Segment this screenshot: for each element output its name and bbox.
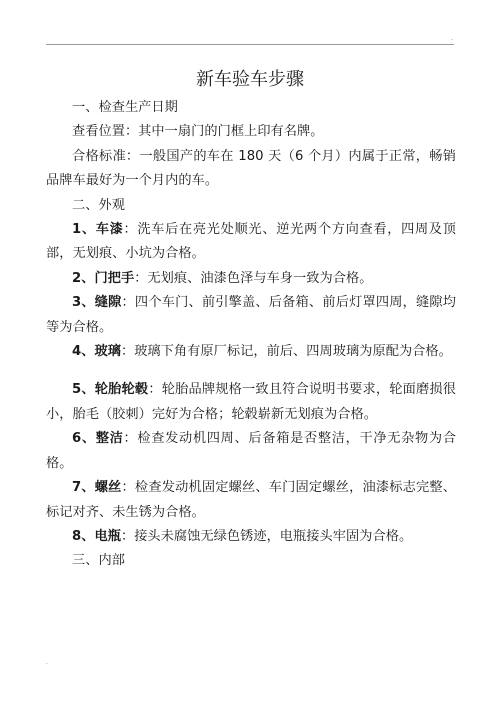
item-number: 2、 [72,270,95,286]
item-number: 3、 [72,295,95,311]
item-keyword: 车漆 [95,222,124,238]
item-description: ：轮胎品牌规格一致且符合说明书要求，轮面磨损很小，胎毛（胶刺）完好为合格；轮毂崭新无划痕为合格。 [46,382,457,422]
checklist-item [46,340,456,364]
checklist-item [46,291,456,340]
item-description: ：无划痕、油漆色泽与车身一致为合格。 [134,270,373,286]
body-paragraph: 查看位置：其中一扇门的门框上印有名牌。 [72,124,324,140]
item-description: ：检查发动机固定螺丝、车门固定螺丝，油漆标志完整、标记对齐、未生锈为合格。 [46,480,457,520]
item-number: 7、 [72,480,95,496]
bottom-corner-mark: . [46,659,48,666]
item-number: 1、 [72,222,96,238]
item-keyword: 缝隙 [94,295,122,311]
checklist-item [46,525,456,549]
item-number: 4、 [72,344,95,360]
item-keyword: 螺丝 [94,480,122,496]
checklist-item [46,476,456,525]
header-divider [46,44,454,45]
section-heading: 一、检查生产日期 [72,100,178,115]
item-description: ：检查发动机四周、后备箱是否整洁，干净无杂物为合格。 [46,431,456,471]
top-corner-mark: . [451,35,453,42]
checklist-item [46,218,456,267]
item-description: ：接头未腐蚀无绿色锈迹，电瓶接头牢固为合格。 [120,528,413,544]
item-description: ：玻璃下角有原厂标记，前后、四周玻璃为原配为合格。 [120,344,452,360]
checklist-item [46,378,456,427]
item-description: ：洗车后在亮光处顺光、逆光两个方向查看，四周及顶部，无划痕、小坑为合格。 [46,222,456,262]
item-number: 6、 [72,431,96,447]
item-keyword: 门把手 [94,270,135,286]
item-keyword: 电瓶 [94,528,121,544]
checklist-item [46,267,456,291]
item-keyword: 玻璃 [94,344,121,360]
page-title: 新车验车步骤 [196,69,304,90]
paragraph-gap [46,364,456,378]
item-number: 8、 [72,528,95,544]
checklist-item [46,427,456,476]
document-body [46,96,456,574]
section-heading: 二、外观 [72,197,125,213]
section-heading: 三、内部 [72,553,125,569]
body-paragraph: 合格标准：一般国产的车在 180 天（6 个月）内属于正常，畅销品牌车最好为一个月内的车。 [46,148,456,189]
item-keyword: 轮胎轮毂 [94,382,149,398]
item-description: ：四个车门、前引擎盖、后备箱、前后灯罩四周，缝隙均等为合格。 [46,295,457,335]
item-keyword: 整洁 [95,431,124,447]
item-number: 5、 [72,382,95,398]
